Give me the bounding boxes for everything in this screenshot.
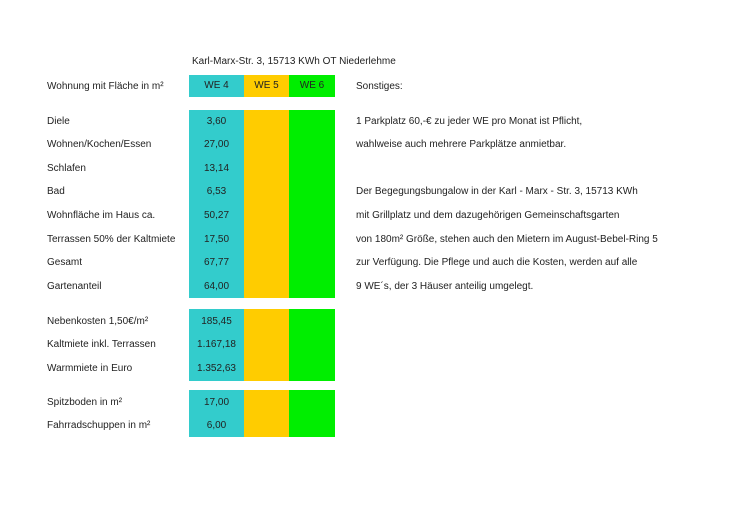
notes-heading: Sonstiges: [356, 81, 403, 92]
we4-value: 1.167,18 [197, 339, 236, 350]
we4-value: 50,27 [203, 210, 230, 221]
group2-we6-column [289, 309, 335, 381]
row-label: Wohnfläche im Haus ca. [47, 210, 156, 221]
row-label: Wohnen/Kochen/Essen [47, 139, 152, 150]
we4-value: 185,45 [201, 316, 232, 327]
we4-value: 67,77 [203, 257, 230, 268]
notes-line: mit Grillplatz und dem dazugehörigen Gemeinschaftsgarten [356, 210, 620, 221]
notes-line: 1 Parkplatz 60,-€ zu jeder WE pro Monat ist Pflicht, [356, 116, 583, 127]
group3-we6-column [289, 390, 335, 437]
we4-value: 64,00 [203, 281, 230, 292]
row-label: Fahrradschuppen in m² [47, 420, 151, 431]
row-label: Gesamt [47, 257, 83, 268]
group1-we5-column [244, 110, 289, 298]
column-header-we4: WE 4 [189, 75, 244, 97]
we4-value: 17,00 [203, 397, 230, 408]
column-header-we6: WE 6 [289, 75, 335, 97]
notes-line: 9 WE´s, der 3 Häuser anteilig umgelegt. [356, 281, 534, 292]
we4-value: 3,60 [206, 116, 227, 127]
column-header-we5: WE 5 [244, 75, 289, 97]
page-title: Karl-Marx-Str. 3, 15713 KWh OT Niederlehme [192, 56, 396, 67]
notes-line: zur Verfügung. Die Pflege und auch die Kosten, werden auf alle [356, 257, 638, 268]
we4-value: 13,14 [203, 163, 230, 174]
header-label: Wohnung mit Fläche in m² [47, 81, 164, 92]
notes-line: Der Begegungsbungalow in der Karl - Marx - Str. 3, 15713 KWh [356, 186, 638, 197]
row-label: Bad [47, 186, 65, 197]
we4-value: 6,53 [206, 186, 227, 197]
row-label: Terrassen 50% der Kaltmiete [47, 234, 176, 245]
we4-value: 6,00 [206, 420, 227, 431]
group1-we6-column [289, 110, 335, 298]
we4-value: 1.352,63 [197, 363, 236, 374]
group2-we5-column [244, 309, 289, 381]
row-label: Schlafen [47, 163, 86, 174]
row-label: Nebenkosten 1,50€/m² [47, 316, 149, 327]
notes-line: von 180m² Größe, stehen auch den Mietern im August-Bebel-Ring 5 [356, 234, 658, 245]
row-label: Gartenanteil [47, 281, 102, 292]
group3-we5-column [244, 390, 289, 437]
we4-value: 17,50 [203, 234, 230, 245]
row-label: Warmmiete in Euro [47, 363, 133, 374]
row-label: Diele [47, 116, 70, 127]
row-label: Spitzboden in m² [47, 397, 123, 408]
notes-line: wahlweise auch mehrere Parkplätze anmietbar. [356, 139, 567, 150]
we4-value: 27,00 [203, 139, 230, 150]
row-label: Kaltmiete inkl. Terrassen [47, 339, 156, 350]
